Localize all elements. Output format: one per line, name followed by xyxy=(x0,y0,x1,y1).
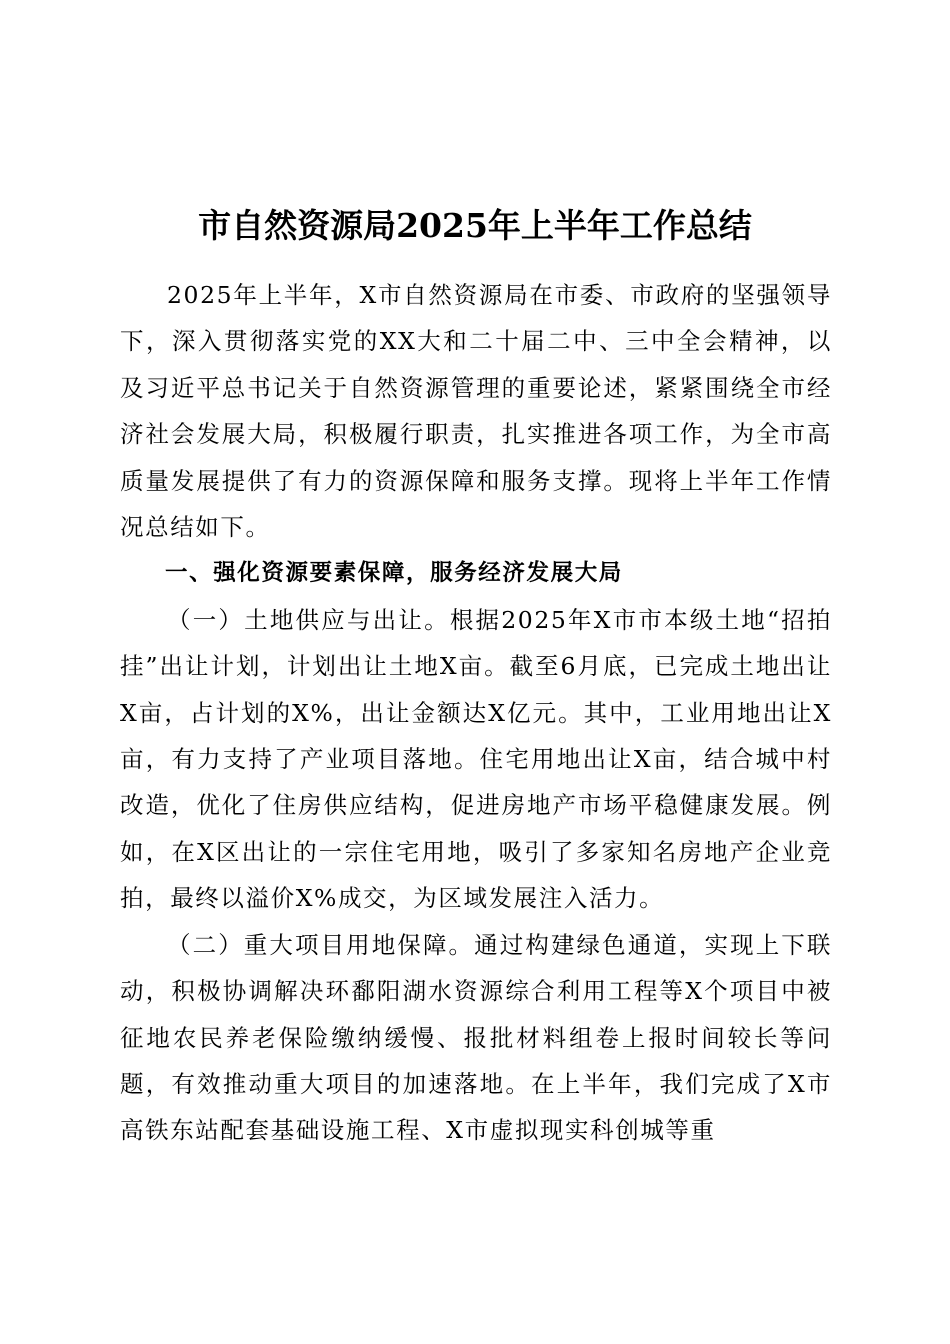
section-1-item-1-text: 根据2025年X市市本级土地“招拍挂”出让计划，计划出让土地X亩。截至6月底，已完成土地出让X亩，占计划的X%，出让金额达X亿元。其中，工业用地出让X亩，有力支持了产业项目落地。住宅用地出让X亩，结合城中村改造，优化了住房供应结构，促进房地产市场平稳健康发展。例如，在X区出让的一宗住宅用地，吸引了多家知名房地产企业竞拍，最终以溢价X%成交，为区域发展注入活力。 xyxy=(120,605,832,913)
section-1-heading: 一、强化资源要素保障，服务经济发展大局 xyxy=(165,560,623,587)
section-1-item-1-lead: （一）土地供应与出让。 xyxy=(167,605,450,634)
intro-paragraph: 2025年上半年，X市自然资源局在市委、市政府的坚强领导下，深入贯彻落实党的XX大和二十届二中、三中全会精神，以及习近平总书记关于自然资源管理的重要论述，紧紧围绕全市经济社会发展大局，积极履行职责，扎实推进各项工作，为全市高质量发展提供了有力的资源保障和服务支撑。现将上半年工作情况总结如下。 xyxy=(120,281,832,542)
document-title: 市自然资源局2025年上半年工作总结 xyxy=(198,206,752,246)
document-body xyxy=(120,272,832,1154)
section-1-item-2-lead: （二）重大项目用地保障。 xyxy=(167,930,475,959)
section-1-item-2-paragraph xyxy=(120,922,832,1154)
section-1-item-2-text: 通过构建绿色通道，实现上下联动，积极协调解决环鄱阳湖水资源综合利用工程等X个项目中被征地农民养老保险缴纳缓慢、报批材料组卷上报时间较长等问题，有效推动重大项目的加速落地。在上半年，我们完成了X市高铁东站配套基础设施工程、X市虚拟现实科创城等重 xyxy=(120,930,832,1145)
section-1-item-1-paragraph xyxy=(120,597,832,922)
